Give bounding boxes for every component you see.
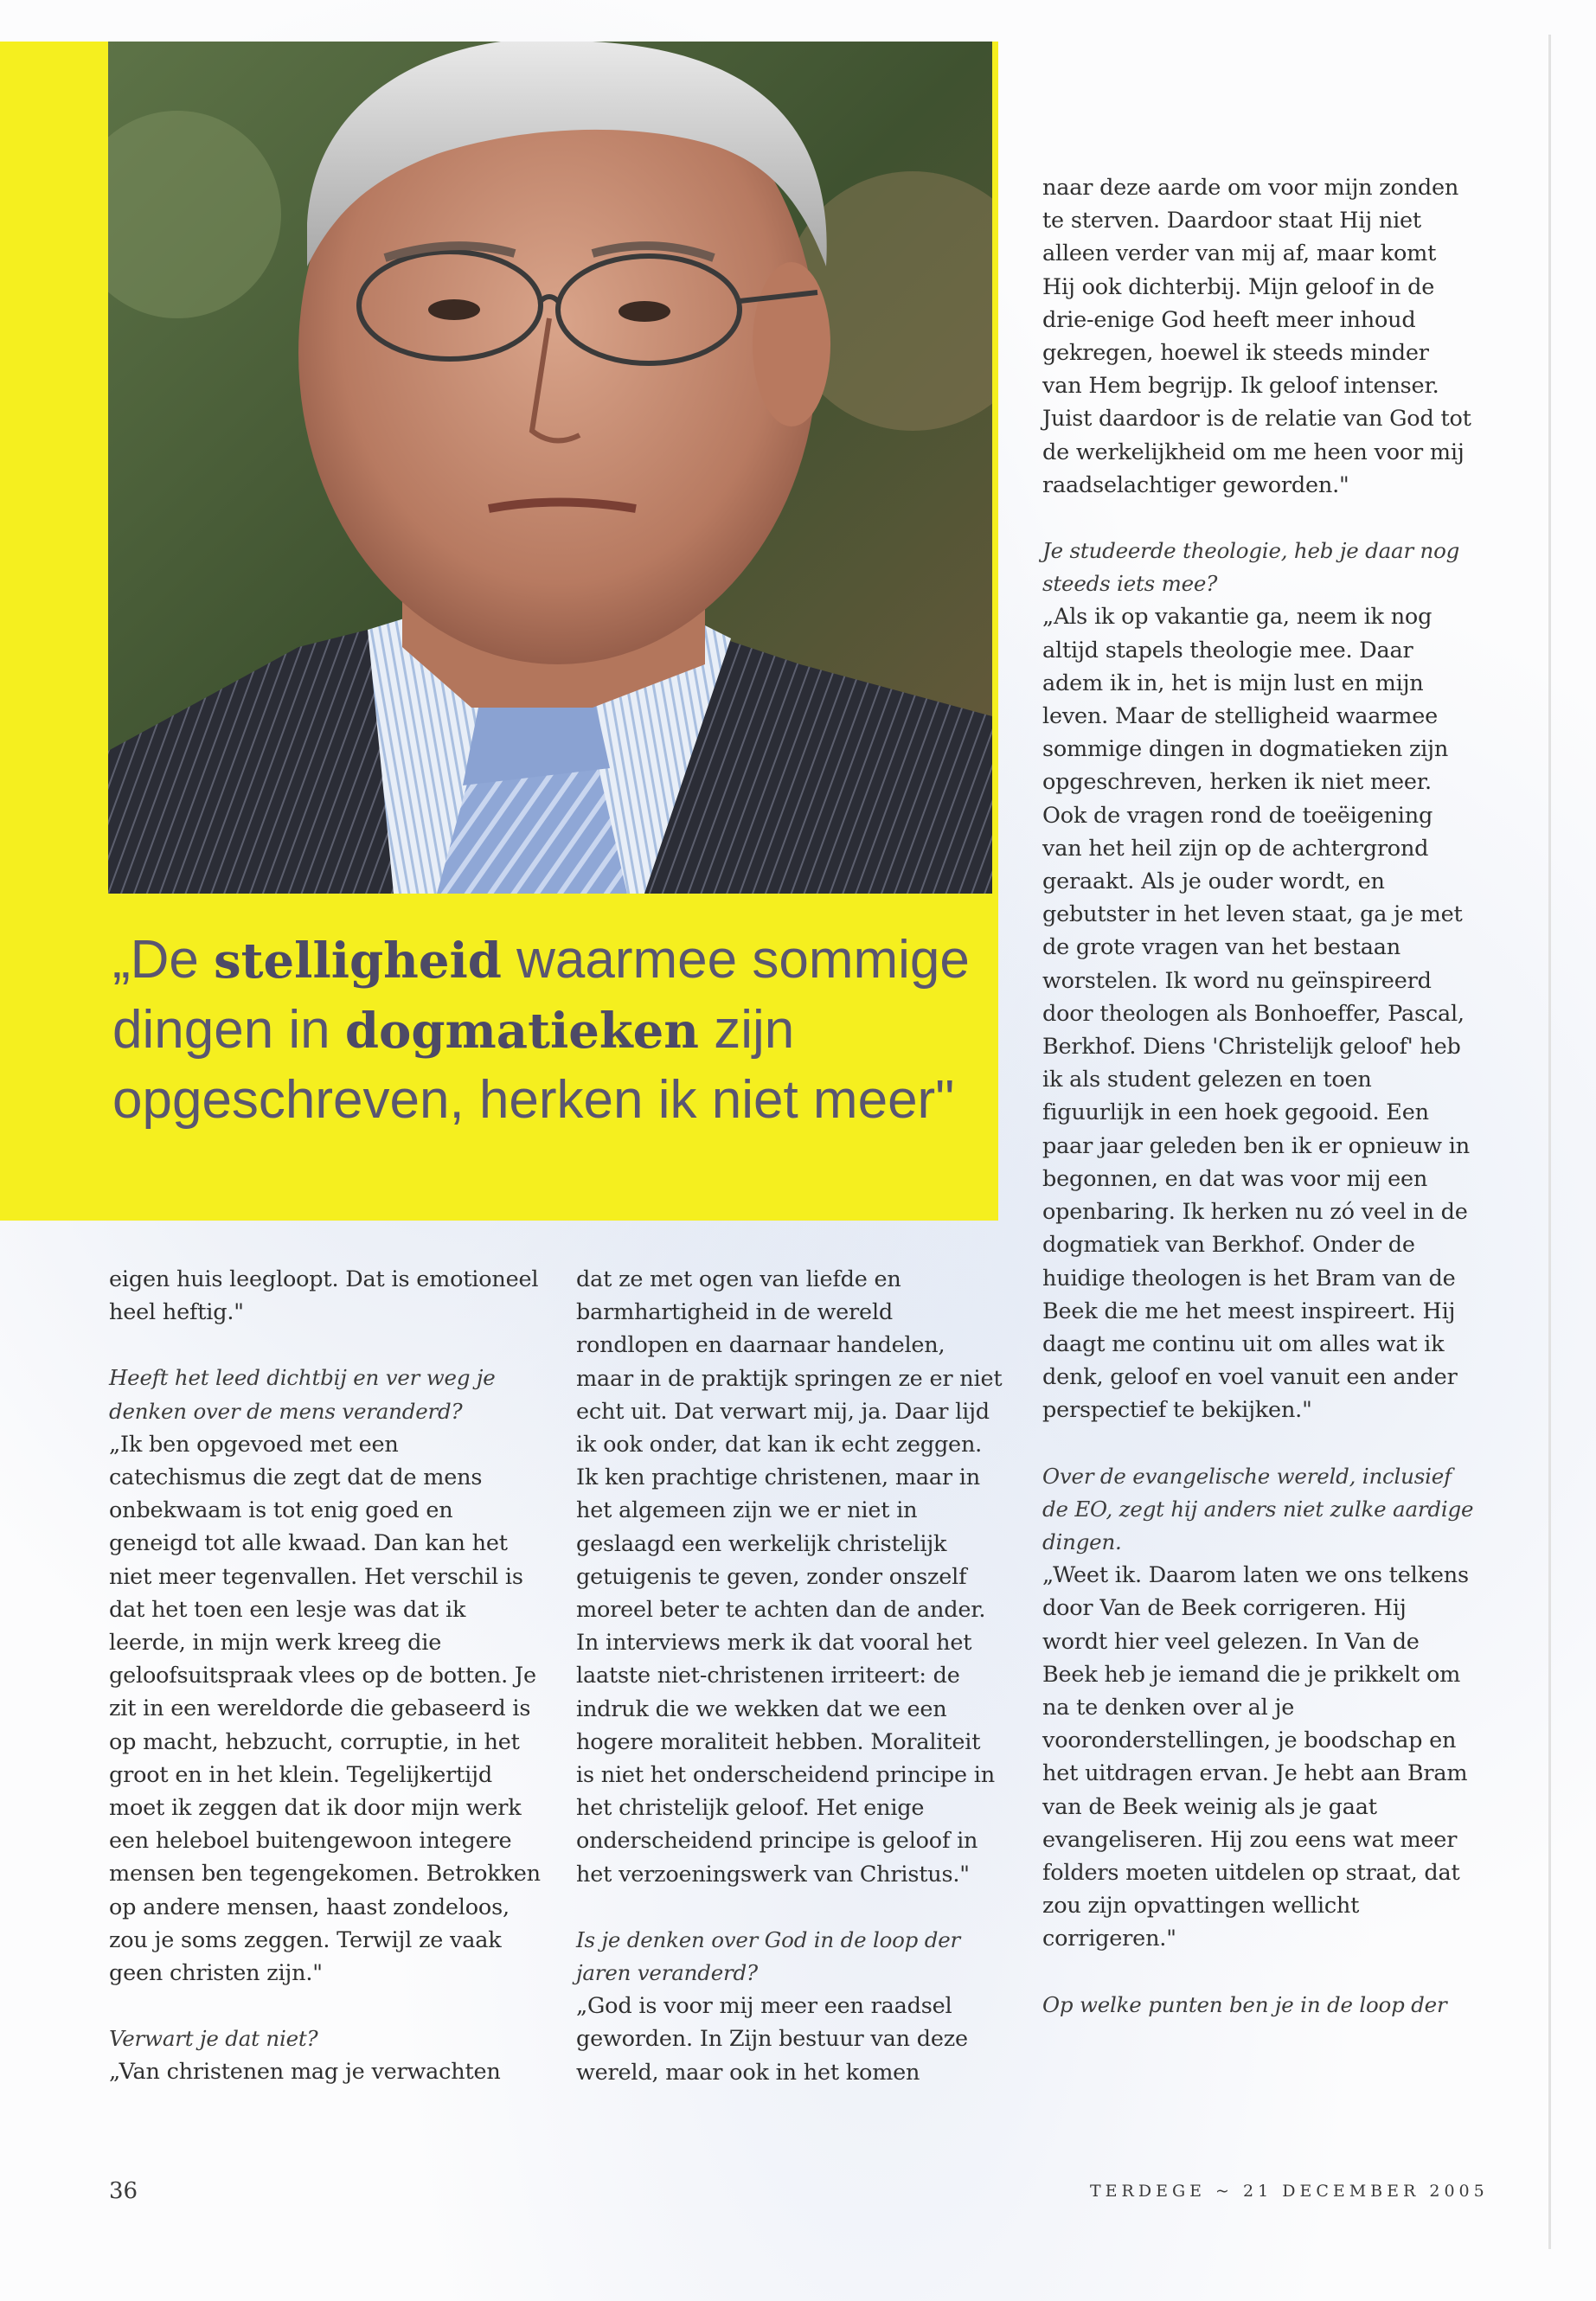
paragraph: „God is voor mij meer een raadsel geworden. In Zijn bestuur van deze wereld, maar ook in het komen xyxy=(576,1993,968,2086)
interview-question: Verwart je dat niet? xyxy=(109,2026,318,2052)
pull-quote-highlight-1: stelligheid xyxy=(214,933,502,990)
paragraph: „Weet ik. Daarom laten we ons telkens door Van de Beek corrigeren. Hij wordt hier veel gelezen. In Van de Beek heb je iemand die je prikkelt om na te denken over al je vooronderstellingen, je boodschap en het uitdragen ervan. Je hebt aan Bram van de Beek weinig als je gaat evangeliseren. Hij zou eens wat meer folders moeten uitdelen op straat, dat zou zijn opvattingen wellicht corrigeren." xyxy=(1042,1562,1469,1952)
article-column-2 xyxy=(576,1263,1004,2089)
paragraph: „Van christenen mag je verwachten xyxy=(109,2059,501,2086)
article-column-1 xyxy=(109,1263,542,2089)
yellow-frame-right xyxy=(992,42,998,894)
portrait-photo xyxy=(108,42,992,894)
interview-question: Over de evangelische wereld, inclusief de EO, zegt hij anders niet zulke aardige dingen. xyxy=(1042,1463,1474,1554)
interview-question: Op welke punten ben je in de loop der xyxy=(1042,1991,1447,2017)
portrait-illustration xyxy=(108,42,992,894)
paragraph: eigen huis leegloopt. Dat is emotioneel heel heftig." xyxy=(109,1266,539,1326)
interview-question: Is je denken over God in de loop der jaren veranderd? xyxy=(576,1926,961,1986)
interview-question: Je studeerde theologie, heb je daar nog steeds iets mee? xyxy=(1042,538,1460,597)
paragraph: „Als ik op vakantie ga, neem ik nog altijd stapels theologie mee. Daar adem ik in, het is mijn lust en mijn leven. Maar de stelligheid waarmee sommige dingen in dogmatieken zijn opgeschreven, herken ik niet meer. Ook de vragen rond de toeëigening van het heil zijn op de achtergrond geraakt. Als je ouder wordt, en gebutster in het leven staat, ga je met de grote vragen van het bestaan worstelen. Ik word nu geïnspireerd door theologen als Bonhoeffer, Pascal, Berkhof. Diens 'Christelijk geloof' heb ik als student gelezen en toen figuurlijk in een hoek gegooid. Een paar jaar geleden ben ik er opnieuw in begonnen, en dat was voor mij een openbaring. Ik herken nu zó veel in de dogmatiek van Berkhof. Onder de huidige theologen is het Bram van de Beek die me het meest inspireert. Hij daagt me continu uit om alles wat ik denk, geloof en voel vanuit een ander perspectief te bekijken." xyxy=(1042,604,1470,1424)
pull-quote-highlight-2: dogmatieken xyxy=(344,1003,700,1060)
paragraph: dat ze met ogen van liefde en barmhartigheid in de wereld rondlopen en daarnaar handelen, maar in de praktijk springen ze er niet echt uit. Dat verwart mij, ja. Daar lijd ik ook onder, dat kan ik echt zeggen. Ik ken prachtige christenen, maar in het algemeen zijn we er niet in geslaagd een werkelijk christelijk getuigenis te geven, zonder onszelf moreel beter te achten dan de ander. In interviews merk ik dat vooral het laatste niet-christenen irriteert: de indruk die we wekken dat we een hogere moraliteit hebben. Moraliteit is niet het onderscheidend principe in het christelijk geloof. Het enige onderscheidend principe is geloof in het verzoeningswerk van Christus." xyxy=(576,1266,1003,1888)
pull-quote-middle: waarmee sommige dingen in xyxy=(112,930,970,1060)
page-edge-line xyxy=(1548,35,1551,2249)
page-number: 36 xyxy=(109,2178,138,2204)
article-column-3 xyxy=(1042,171,1475,2022)
publication-footer: TERDEGE ~ 21 DECEMBER 2005 xyxy=(1090,2182,1489,2201)
paragraph: „Ik ben opgevoed met een catechismus die zegt dat de mens onbekwaam is tot enig goed en geneigd tot alle kwaad. Dan kan het niet meer tegenvallen. Het verschil is dat het toen een lesje was dat ik leerde, in mijn werk kreeg die geloofsuitspraak vlees op de botten. Je zit in een wereldorde die gebaseerd is op macht, hebzucht, corruptie, in het groot en in het klein. Tegelijkertijd moet ik zeggen dat ik door mijn werk een heleboel buitengewoon integere mensen ben tegengekomen. Betrokken op andere mensen, haast zondeloos, zou je soms zeggen. Terwijl ze vaak geen christen zijn." xyxy=(109,1431,541,1987)
paragraph: naar deze aarde om voor mijn zonden te sterven. Daardoor staat Hij niet alleen verder van mij af, maar komt Hij ook dichterbij. Mijn geloof in de drie-enige God heeft meer inhoud gekregen, hoewel ik steeds minder van Hem begrijp. Ik geloof intenser. Juist daardoor is de relatie van God tot de werkelijkheid om me heen voor mij raadselachtiger geworden." xyxy=(1042,175,1471,498)
pull-quote-end: zijn opgeschreven, herken ik niet meer" xyxy=(112,1000,955,1130)
pull-quote xyxy=(112,926,986,1134)
pull-quote-open: „De xyxy=(112,930,215,990)
interview-question: Heeft het leed dichtbij en ver weg je denken over de mens veranderd? xyxy=(109,1365,496,1424)
